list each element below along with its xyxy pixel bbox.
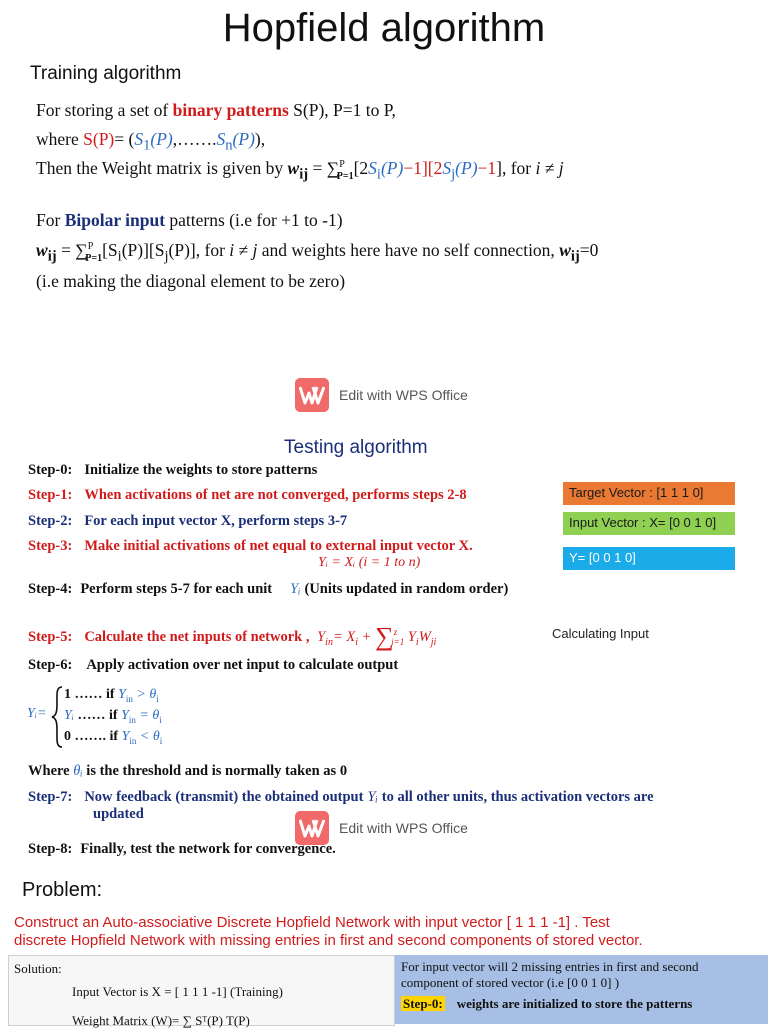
step-5-formula: $Y_{in}= X_i + \sum^z_{j=1}$ $Y_iW_{ji}$ bbox=[317, 622, 437, 651]
target-vector-note: Target Vector : [1 1 1 0] bbox=[563, 482, 735, 505]
input-vector-note: Input Vector : X= [0 0 1 0] bbox=[563, 512, 735, 535]
step-8: Step-8: Finally, test the network for convergence. bbox=[28, 841, 336, 857]
problem-heading: Problem: bbox=[22, 879, 103, 901]
missing-entries-line-1: For input vector will 2 missing entries in first and second bbox=[401, 959, 699, 974]
missing-entries-line-2: component of stored vector (i.e [0 0 1 0] ) bbox=[401, 975, 620, 990]
testing-heading: Testing algorithm bbox=[284, 437, 428, 458]
solution-label: Solution: bbox=[14, 961, 62, 976]
step-1: Step-1: When activations of net are not converged, performs steps 2-8 bbox=[28, 487, 467, 503]
right-step-0: Step-0: weights are initialized to store the patterns bbox=[403, 996, 693, 1011]
calculating-input-note: Calculating Input bbox=[552, 626, 649, 641]
wps-logo-icon bbox=[295, 811, 329, 845]
solution-input-vector: Input Vector is X = [ 1 1 1 -1] (Training) bbox=[72, 984, 283, 999]
activation-case-1: 1 …… if $Y_{in} > \theta_i$ bbox=[64, 687, 159, 704]
brace-icon bbox=[50, 686, 64, 748]
training-line-1: For storing a set of binary patterns S(P), P=1 to P, bbox=[36, 100, 396, 120]
step-3: Step-3: Make initial activations of net equal to external input vector X. bbox=[28, 538, 473, 554]
step-2: Step-2: For each input vector X, perform steps 3-7 bbox=[28, 513, 348, 529]
training-heading: Training algorithm bbox=[30, 63, 182, 84]
solution-weight-matrix: Weight Matrix (W)= ∑ Sᵀ(P) T(P) bbox=[72, 1013, 250, 1028]
wps-watermark-text[interactable]: Edit with WPS Office bbox=[339, 387, 468, 403]
activation-case-3: 0 ……. if $Y_{in} < \theta_i$ bbox=[64, 729, 163, 746]
step-7-continued: updated bbox=[93, 806, 144, 822]
step-6: Step-6: Apply activation over net input to calculate output bbox=[28, 657, 399, 673]
wps-logo-icon bbox=[295, 378, 329, 412]
step-0: Step-0: Initialize the weights to store patterns bbox=[28, 462, 318, 478]
step-3-formula: Yᵢ = Xᵢ (i = 1 to n) bbox=[318, 555, 421, 570]
activation-case-2: Yᵢ …… if $Y_{in} = \theta_i$ bbox=[64, 708, 162, 725]
training-line-6: (i.e making the diagonal element to be zero) bbox=[36, 271, 346, 291]
problem-text-2: discrete Hopfield Network with missing entries in first and second components of stored vector. bbox=[14, 932, 643, 949]
training-line-5: $w_{ij} = \sum^P_{P=1}[S_i(P)][S_j(P)]$, for i ≠ j and weights here have no self connection, $w_{ij}=0$ bbox=[36, 240, 599, 265]
threshold-note: Where θᵢ is the threshold and is normally taken as 0 bbox=[28, 763, 348, 779]
step-4: Step-4: Perform steps 5-7 for each unit Yᵢ (Units updated in random order) bbox=[28, 581, 509, 597]
problem-text-1: Construct an Auto-associative Discrete Hopfield Network with input vector [ 1 1 1 -1] . Test bbox=[14, 914, 610, 931]
step-5: Step-5: Calculate the net inputs of network , $Y_{in}= X_i + \sum^z_{j=1}$ $Y_iW_{ji}$ bbox=[28, 622, 437, 651]
activation-lhs: Yᵢ= bbox=[27, 706, 47, 721]
training-line-3: Then the Weight matrix is given by $w_{ij} = \sum^P_{P=1}[2S_i(P)-1][2S_j(P)-1]$, for i ≠ j bbox=[36, 158, 564, 183]
wps-watermark-text[interactable]: Edit with WPS Office bbox=[339, 820, 468, 836]
training-line-4: For Bipolar input patterns (i.e for +1 to -1) bbox=[36, 210, 343, 230]
y-vector-note: Y= [0 0 1 0] bbox=[563, 547, 735, 570]
training-line-2: where $S(P)= (S_1(P),\dots\dots.S_n(P))$, bbox=[36, 129, 266, 154]
page-title: Hopfield algorithm bbox=[222, 6, 546, 50]
step-7: Step-7: Now feedback (transmit) the obtained output Yᵢ to all other units, thus activation vectors are bbox=[28, 789, 654, 805]
